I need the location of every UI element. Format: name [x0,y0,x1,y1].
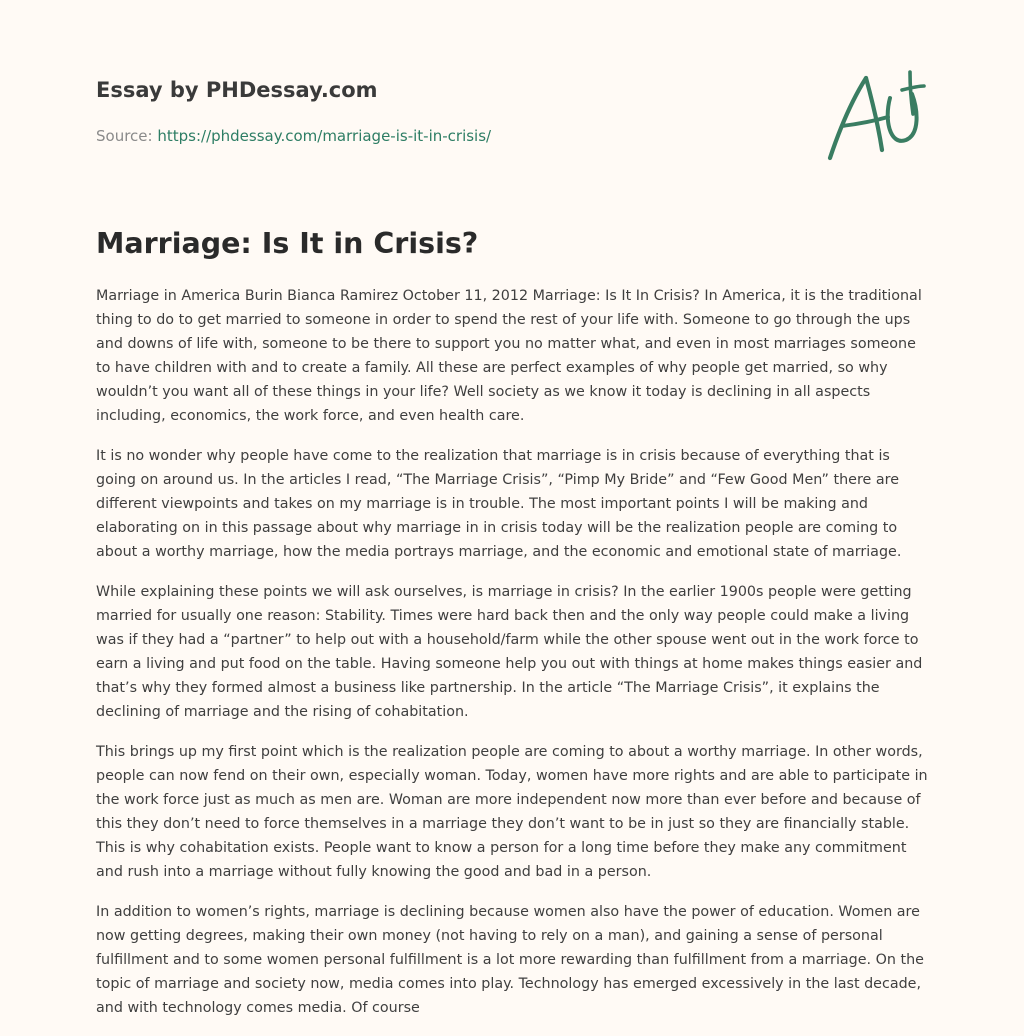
page-header [96,76,796,146]
essay-body [96,284,932,1036]
essay-paragraph: In addition to women’s rights, marriage is declining because women also have the power of education. Women are now getting degrees, making their own money (not having to rely on a man), and gaining a sense of personal fulfillment and to some women personal fulfillment is a lot more rewarding than fulfillment from a marriage. On the topic of marriage and society now, media comes into play. Technology has emerged excessively in the last decade, and with technology comes media. Of course [96,904,924,1016]
essay-paragraph: It is no wonder why people have come to the realization that marriage is in crisis because of everything that is going on around us. In the articles I read, “The Marriage Crisis”, “Pimp My Bride” and “Few Good Men” there are different viewpoints and takes on my marriage is in trouble. The most important points I will be making and elaborating on in this passage about why marriage in in crisis today will be the realization people are coming to about a worthy marriage, how the media portrays marriage, and the economic and emotional state of marriage. [96,448,902,560]
source-label: Source: [96,127,153,145]
essay-paragraph: While explaining these points we will ask ourselves, is marriage in crisis? In the earlier 1900s people were getting married for usually one reason: Stability. Times were hard back then and the only way people could make a living was if they had a “partner” to help out with a household/farm while the other spouse went out in the work force to earn a living and put food on the table. Having someone help you out with things at home makes things easier and that’s why they formed almost a business like partnership. In the article “The Marriage Crisis”, it explains the declining of marriage and the rising of cohabitation. [96,584,923,720]
a-plus-grade-icon [818,64,930,168]
essay-title: Marriage: Is It in Crisis? [96,227,479,260]
site-brand: Essay by PHDessay.com [96,78,378,102]
source-link[interactable]: https://phdessay.com/marriage-is-it-in-crisis/ [157,127,492,145]
essay-paragraph: Marriage in America Burin Bianca Ramirez October 11, 2012 Marriage: Is It In Crisis? In America, it is the traditional thing to do to get married to someone in order to spend the rest of your life with. Someone to go through the ups and downs of life with, someone to be there to support you no matter what, and even in most marriages someone to have children with and to create a family. All these are perfect examples of why people get married, so why wouldn’t you want all of these things in your life? Well society as we know it today is declining in all aspects including, economics, the work force, and even health care. [96,288,922,424]
essay-paragraph: This brings up my first point which is the realization people are coming to about a worthy marriage. In other words, people can now fend on their own, especially woman. Today, women have more rights and are able to participate in the work force just as much as men are. Woman are more independent now more than ever before and because of this they don’t need to force themselves in a marriage they don’t want to be in just so they are financially stable. This is why cohabitation exists. People want to know a person for a long time before they make any commitment and rush into a marriage without fully knowing the good and bad in a person. [96,744,928,880]
source-line [96,126,796,146]
